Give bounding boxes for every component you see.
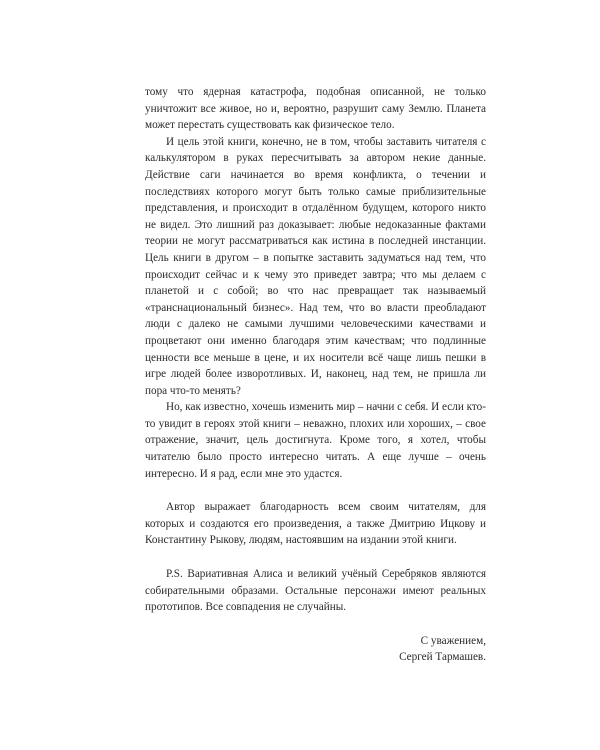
book-page-text [145,84,486,666]
signature-closing: С уважением, [420,634,486,647]
paragraph-gap [145,482,486,499]
signature-author: Сергей Тармашев. [399,651,486,664]
paragraph-book-purpose: И цель этой книги, конечно, не в том, чтобы заставить читателя с калькулятором в руках пересчитывать за автором некие данные. Действие саги начинается во время конфликта, о течении и последствиях которого могут быть только самые приблизительные представления, и происходит в отдалённом будущем, которого никто не видел. Это лишний раз доказывает: любые недоказанные фактами теории не могут рассматриваться как истина в последней инстанции. Цель книги в другом – в попытке заставить задуматься над тем, что происходит сейчас и к чему это приведет завтра; что мы делаем с планетой и с собой; во что нас превращает так называемый «транснациональный бизнес». Над тем, что во власти преобладают люди с далеко не самыми лучшими человеческими качествами и процветают они именно благодаря этим качествам; что подлинные ценности все меньше в цене, и их носители всё чаще лишь пешки в игре людей более изворотливых. И, наконец, над тем, не пришла ли пора что-то менять? [145,135,486,397]
signature-block [145,633,486,666]
paragraph-change-yourself: Но, как известно, хочешь изменить мир – начни с себя. И если кто-то увидит в героях этой книги – неважно, плохих или хороших, – свое отражение, значит, цель достигнута. Кроме того, я хотел, чтобы читателю было просто интересно читать. А еще лучше – очень интересно. И я рад, если мне это удастся. [145,401,486,480]
paragraph-acknowledgements: Автор выражает благодарность всем своим читателям, для которых и создаются его произведения, а также Дмитрию Ицкову и Константину Рыкову, людям, настоявшим на издании этой книги. [145,501,486,547]
paragraph-gap [145,549,486,566]
paragraph-continuation: тому что ядерная катастрофа, подобная описанной, не только уничтожит все живое, но и, вероятно, разрушит саму Землю. Планета может перестать существовать как физическое тело. [145,86,486,132]
paragraph-postscript: P.S. Вариативная Алиса и великий учёный Серебряков являются собирательными образами. Остальные персонажи имеют реальных прототипов. Все совпадения не случайны. [145,568,486,614]
